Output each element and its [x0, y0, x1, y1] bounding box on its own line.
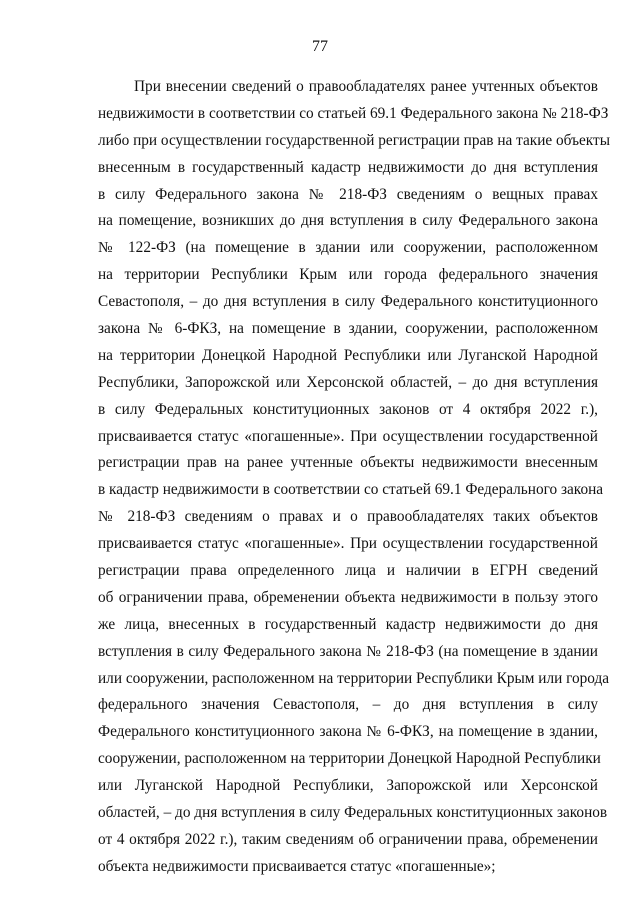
- text-line: № 218-ФЗ сведениям о правах и о правообладателях таких объектов: [98, 508, 598, 526]
- text-line: внесенным в государственный кадастр недвижимости до дня вступления: [98, 158, 598, 176]
- text-line: на территории Донецкой Народной Республики или Луганской Народной: [98, 346, 598, 364]
- text-line: или Луганской Народной Республики, Запорожской или Херсонской: [98, 777, 598, 795]
- text-line: присваивается статус «погашенные». При осуществлении государственной: [98, 535, 598, 553]
- text-line: присваивается статус «погашенные». При осуществлении государственной: [98, 427, 598, 445]
- text-line: объекта недвижимости присваивается статус «погашенные»;: [98, 857, 496, 875]
- text-line: же лица, внесенных в государственный кадастр недвижимости до дня: [98, 615, 598, 633]
- text-line: федерального значения Севастополя, – до дня вступления в силу: [98, 696, 598, 714]
- text-line: в силу Федерального закона № 218-ФЗ сведениям о вещных правах: [98, 185, 598, 203]
- text-line: сооружении, расположенном на территории Донецкой Народной Республики: [98, 750, 601, 768]
- text-line: на территории Республики Крым или города федерального значения: [98, 266, 598, 284]
- text-line: об ограничении права, обременении объекта недвижимости в пользу этого: [98, 588, 598, 606]
- text-line: закона № 6-ФКЗ, на помещение в здании, сооружении, расположенном: [98, 320, 598, 338]
- text-line: вступления в силу Федерального закона № 218-ФЗ (на помещение в здании: [98, 642, 598, 660]
- text-line: Севастополя, – до дня вступления в силу Федерального конституционного: [98, 293, 598, 311]
- text-line: недвижимости в соответствии со статьей 69.1 Федерального закона № 218-ФЗ: [98, 104, 609, 122]
- text-line: регистрации прав на ранее учтенные объекты недвижимости внесенным: [98, 454, 598, 472]
- text-line: от 4 октября 2022 г.), таким сведениям об ограничении права, обременении: [98, 830, 598, 848]
- text-line: областей, – до дня вступления в силу Федеральных конституционных законов: [98, 804, 608, 822]
- text-line: либо при осуществлении государственной регистрации прав на такие объекты: [98, 131, 610, 149]
- text-line: или сооружении, расположенном на территории Республики Крым или города: [98, 669, 610, 687]
- text-line: регистрации права определенного лица и наличии в ЕГРН сведений: [98, 562, 598, 580]
- text-line: При внесении сведений о правообладателях ранее учтенных объектов: [134, 78, 598, 95]
- body-paragraph: [98, 74, 610, 881]
- text-line: Республики, Запорожской или Херсонской областей, – до дня вступления: [98, 373, 598, 391]
- text-line: в кадастр недвижимости в соответствии со статьей 69.1 Федерального закона: [98, 481, 604, 499]
- text-line: Федерального конституционного закона № 6-ФКЗ, на помещение в здании,: [98, 723, 598, 741]
- text-line: на помещение, возникших до дня вступления в силу Федерального закона: [98, 212, 598, 230]
- page-number: 77: [312, 38, 328, 55]
- text-line: в силу Федеральных конституционных законов от 4 октября 2022 г.),: [98, 400, 598, 418]
- text-line: № 122-ФЗ (на помещение в здании или сооружении, расположенном: [98, 239, 598, 257]
